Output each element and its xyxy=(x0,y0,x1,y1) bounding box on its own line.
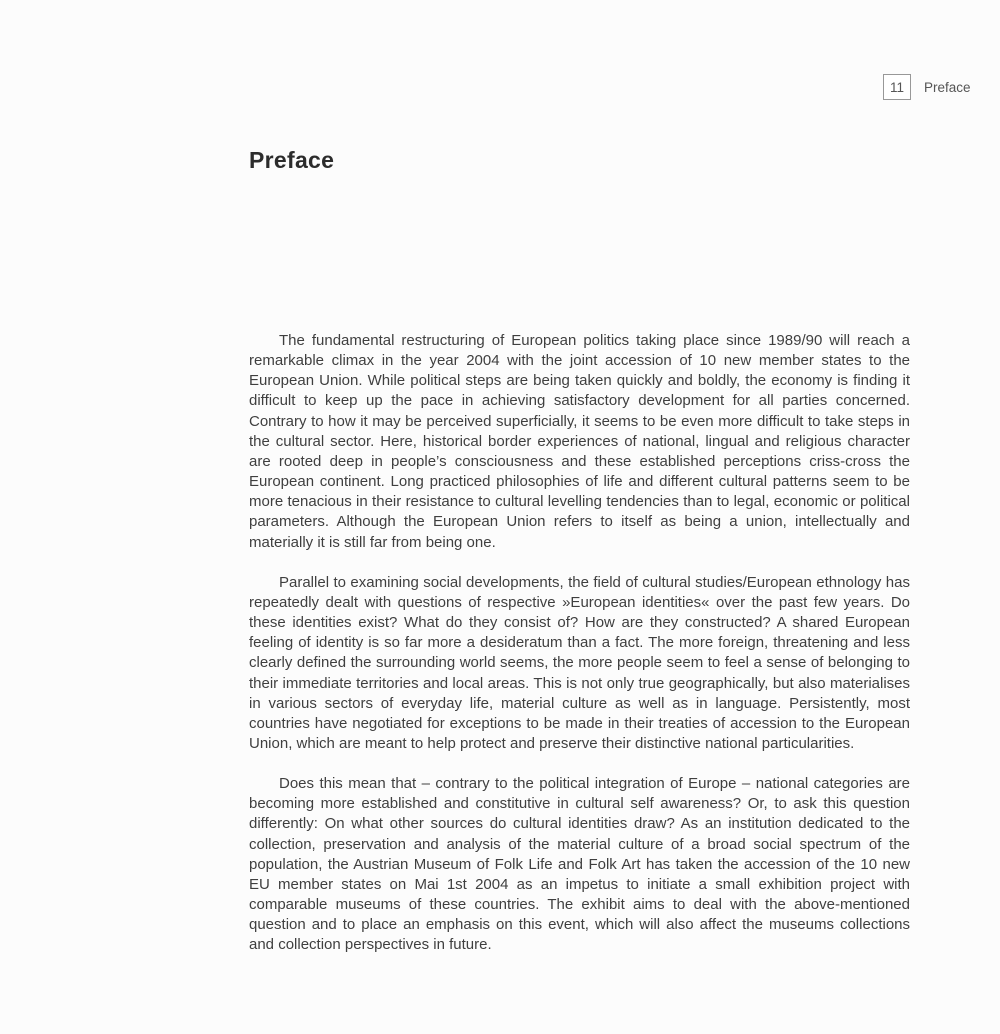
paragraph: Does this mean that – contrary to the political integration of Europe – national categories are becoming more established and constitutive in cultural self awareness? Or, to ask this question differently: On what other sources do cultural identities draw? As an institution dedicated to the collection, preservation and analysis of the material culture of a broad social spectrum of the population, the Austrian Museum of Folk Life and Folk Art has taken the accession of the 10 new EU member states on Mai 1st 2004 as an impetus to initiate a small exhibition project with comparable museums of these countries. The exhibit aims to deal with the above-mentioned question and to place an emphasis on this event, which will also affect the museums collections and collection perspectives in future. xyxy=(249,775,910,954)
page-header xyxy=(883,74,971,100)
paragraph: The fundamental restructuring of European politics taking place since 1989/90 will reach a remarkable climax in the year 2004 with the joint accession of 10 new member states to the European Union. While political steps are being taken quickly and boldly, the economy is finding it difficult to keep up the pace in achieving satisfactory development for all parties concerned. Contrary to how it may be perceived superficially, it seems to be even more difficult to take steps in the cultural sector. Here, historical border experiences of national, lingual and religious character are rooted deep in people’s consciousness and these established perceptions criss-cross the European continent. Long practiced philosophies of life and different cultural patterns seem to be more tenacious in their resistance to cultural levelling tendencies than to legal, economic or political parameters. Although the European Union refers to itself as being a union, intellectually and materially it is still far from being one. xyxy=(249,332,910,551)
page-number: 11 xyxy=(889,79,904,95)
body-text xyxy=(249,331,910,976)
page-title: Preface xyxy=(249,147,335,174)
page-number-box xyxy=(883,74,911,100)
paragraph: Parallel to examining social developments, the field of cultural studies/European ethnology has repeatedly dealt with questions of respective »European identities« over the past few years. Do these identities exist? What do they consist of? How are they constructed? A shared European feeling of identity is so far more a desideratum than a fact. The more foreign, threatening and less clearly defined the surrounding world seems, the more people seem to feel a sense of belonging to their immediate territories and local areas. This is not only true geographically, but also materialises in various sectors of everyday life, material culture as well as in language. Persistently, most countries have negotiated for exceptions to be made in their treaties of accession to the European Union, which are meant to help protect and preserve their distinctive national particularities. xyxy=(249,573,910,752)
running-header-label: Preface xyxy=(924,79,971,95)
